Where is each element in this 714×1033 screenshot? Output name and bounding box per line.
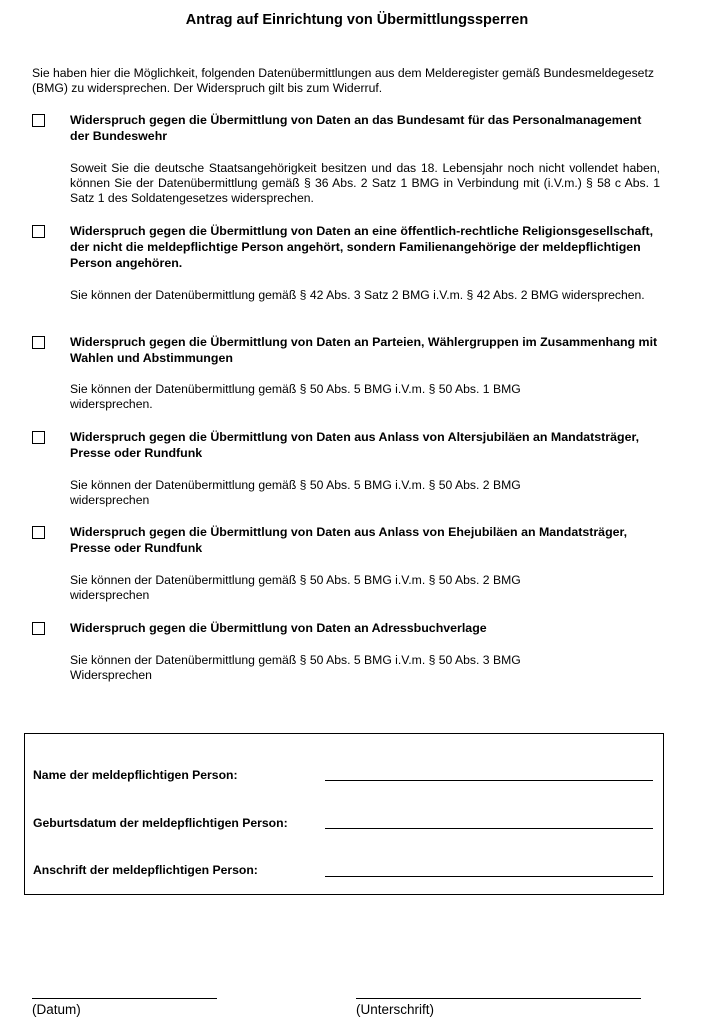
- option-description: Soweit Sie die deutsche Staatsangehörigkeit besitzen und das 18. Lebensjahr noch nicht vollendet haben, können Sie der Datenübermittlung gemäß § 36 Abs. 2 Satz 1 BMG in Verbindung mit (i.V.m.) § 58 c Abs. 1 Satz 1 des Soldatengesetzes widersprechen.: [70, 161, 660, 205]
- name-label: Name der meldepflichtigen Person:: [33, 768, 238, 782]
- checkbox-ehejubilaeen[interactable]: [32, 526, 45, 539]
- option-description: Sie können der Datenübermittlung gemäß § 42 Abs. 3 Satz 2 BMG i.V.m. § 42 Abs. 2 BMG widersprechen.: [70, 288, 645, 302]
- option-title: Widerspruch gegen die Übermittlung von Daten aus Anlass von Ehejubiläen an Mandatsträger, Presse oder Rundfunk: [70, 525, 628, 555]
- date-label: (Datum): [32, 1002, 81, 1017]
- option-description: Sie können der Datenübermittlung gemäß § 50 Abs. 5 BMG i.V.m. § 50 Abs. 2 BMG widersprechen: [70, 478, 521, 507]
- option-title: Widerspruch gegen die Übermittlung von Daten an Parteien, Wählergruppen im Zusammenhang mit Wahlen und Abstimmungen: [70, 335, 658, 365]
- option-title: Widerspruch gegen die Übermittlung von Daten aus Anlass von Altersjubiläen an Mandatsträger, Presse oder Rundfunk: [70, 430, 640, 460]
- option-title: Widerspruch gegen die Übermittlung von Daten an das Bundesamt für das Personalmanagement der Bundeswehr: [70, 113, 642, 143]
- checkbox-parteien[interactable]: [32, 336, 45, 349]
- option-description: Sie können der Datenübermittlung gemäß § 50 Abs. 5 BMG i.V.m. § 50 Abs. 1 BMG widersprechen.: [70, 382, 521, 411]
- name-field[interactable]: [325, 766, 653, 781]
- signature-line[interactable]: [356, 986, 641, 999]
- birthdate-field[interactable]: [325, 814, 653, 829]
- option-title: Widerspruch gegen die Übermittlung von Daten an Adressbuchverlage: [70, 621, 487, 635]
- date-line[interactable]: [32, 986, 217, 999]
- checkbox-religionsgesellschaft[interactable]: [32, 225, 45, 238]
- checkbox-adressbuchverlage[interactable]: [32, 622, 45, 635]
- option-description: Sie können der Datenübermittlung gemäß § 50 Abs. 5 BMG i.V.m. § 50 Abs. 3 BMG Widersprechen: [70, 653, 521, 682]
- address-field[interactable]: [325, 862, 653, 877]
- address-label: Anschrift der meldepflichtigen Person:: [33, 863, 258, 877]
- page-title: Antrag auf Einrichtung von Übermittlungssperren: [185, 12, 529, 28]
- option-description: Sie können der Datenübermittlung gemäß § 50 Abs. 5 BMG i.V.m. § 50 Abs. 2 BMG widersprechen: [70, 573, 521, 602]
- person-data-box: [24, 733, 664, 895]
- signature-label: (Unterschrift): [356, 1002, 435, 1017]
- intro-text: Sie haben hier die Möglichkeit, folgenden Datenübermittlungen aus dem Melderegister gemäß Bundesmeldegesetz (BMG) zu widersprechen. Der Widerspruch gilt bis zum Widerruf.: [32, 66, 654, 95]
- option-title: Widerspruch gegen die Übermittlung von Daten an eine öffentlich-rechtliche Religionsgesellschaft, der nicht die meldepflichtige Person angehört, sondern Familienangehörige der meldepflichtigen Person angehören.: [70, 224, 654, 270]
- birthdate-label: Geburtsdatum der meldepflichtigen Person:: [33, 816, 288, 830]
- checkbox-bundeswehr[interactable]: [32, 114, 45, 127]
- checkbox-altersjubilaeen[interactable]: [32, 431, 45, 444]
